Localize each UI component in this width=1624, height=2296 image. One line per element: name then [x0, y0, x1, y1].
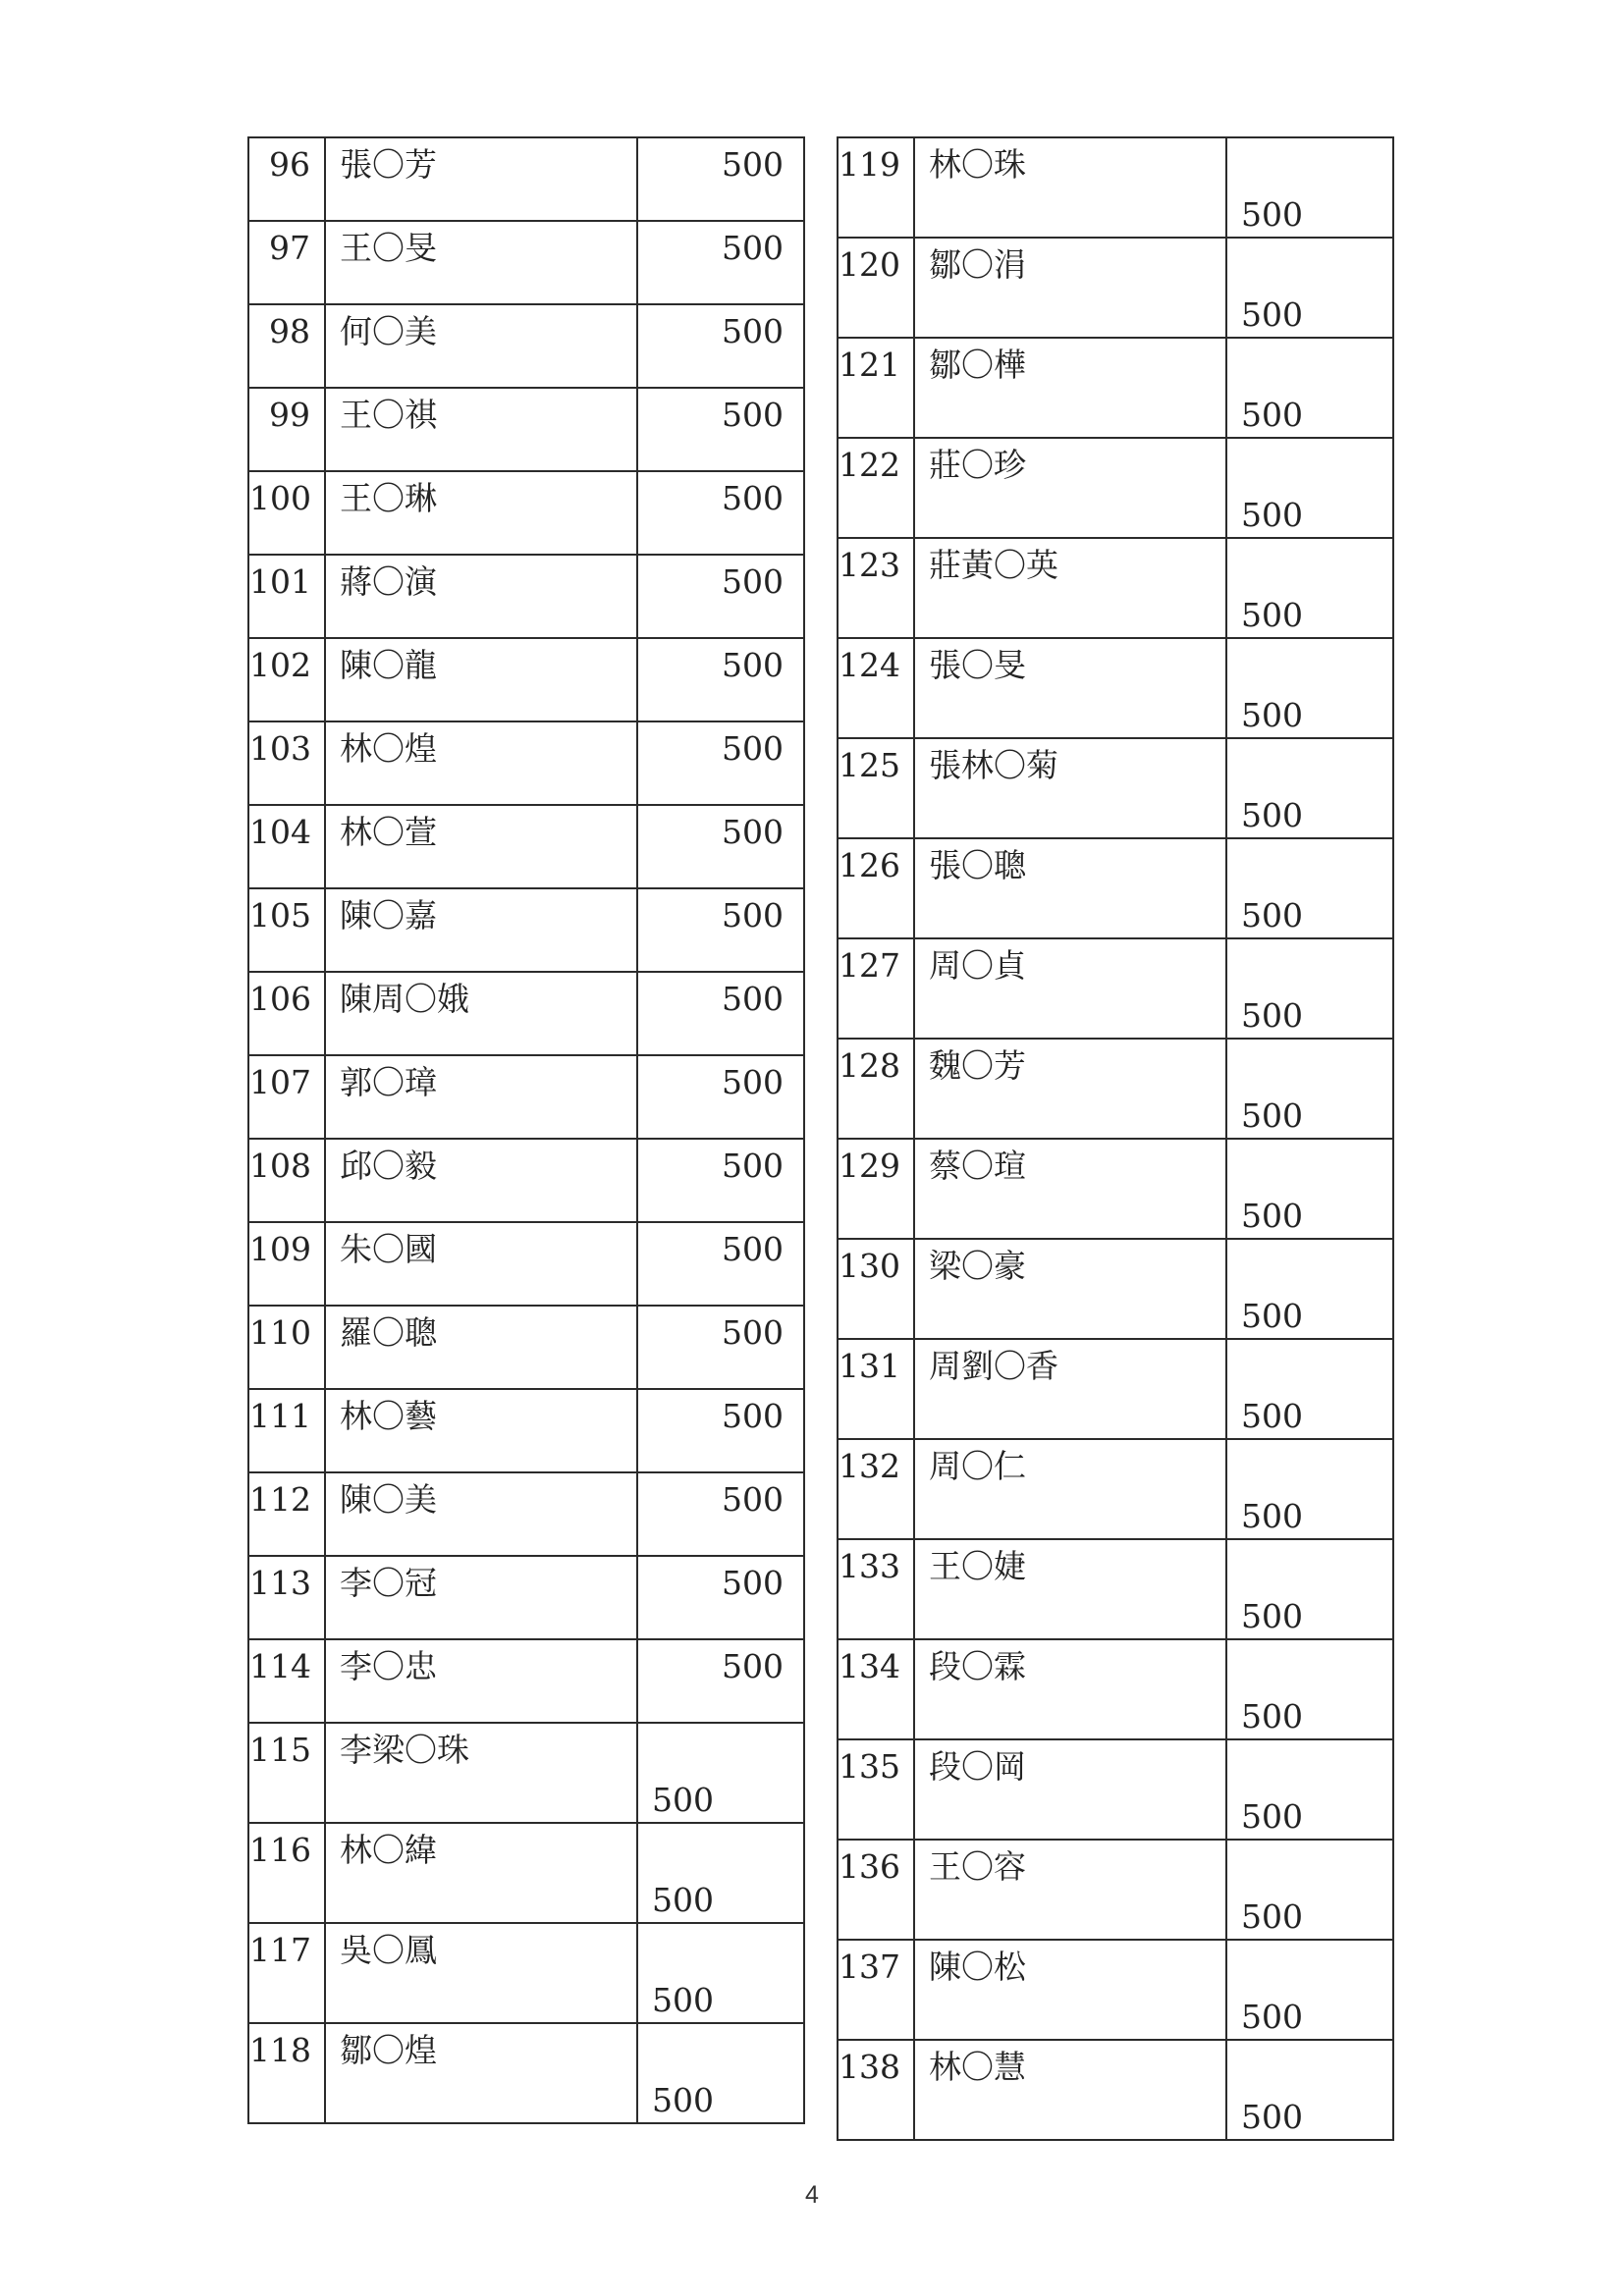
row-number: 124 [838, 638, 914, 738]
donation-amount: 500 [637, 471, 804, 555]
donation-amount: 500 [637, 221, 804, 304]
row-number: 100 [248, 471, 325, 555]
table-row [838, 538, 1393, 638]
row-number: 127 [838, 938, 914, 1039]
row-number: 112 [248, 1472, 325, 1556]
table-row [248, 1923, 804, 2023]
donation-amount: 500 [637, 1556, 804, 1639]
donation-amount: 500 [1226, 1039, 1393, 1139]
table-row [248, 137, 804, 221]
row-number: 111 [248, 1389, 325, 1472]
donation-amount: 500 [637, 304, 804, 388]
donor-name: 蔡〇瑄 [914, 1139, 1226, 1239]
table-row [838, 1739, 1393, 1840]
donation-amount: 500 [637, 721, 804, 805]
table-row [248, 805, 804, 888]
row-number: 97 [248, 221, 325, 304]
row-number: 132 [838, 1439, 914, 1539]
row-number: 104 [248, 805, 325, 888]
row-number: 120 [838, 238, 914, 338]
donor-name: 王〇祺 [325, 388, 637, 471]
row-number: 98 [248, 304, 325, 388]
row-number: 131 [838, 1339, 914, 1439]
donor-name: 陳〇美 [325, 1472, 637, 1556]
table-row [248, 221, 804, 304]
donor-name: 張〇芳 [325, 137, 637, 221]
row-number: 114 [248, 1639, 325, 1723]
donation-amount: 500 [1226, 137, 1393, 238]
donor-name: 王〇容 [914, 1840, 1226, 1940]
donor-name: 周劉〇香 [914, 1339, 1226, 1439]
table-row [248, 972, 804, 1055]
row-number: 115 [248, 1723, 325, 1823]
row-number: 119 [838, 137, 914, 238]
table-row [838, 1439, 1393, 1539]
donor-name: 吳〇鳳 [325, 1923, 637, 2023]
row-number: 122 [838, 438, 914, 538]
donation-amount: 500 [1226, 438, 1393, 538]
donor-name: 梁〇豪 [914, 1239, 1226, 1339]
donation-amount: 500 [1226, 938, 1393, 1039]
row-number: 130 [838, 1239, 914, 1339]
donor-name: 林〇煌 [325, 721, 637, 805]
donation-amount: 500 [637, 638, 804, 721]
table-row [838, 638, 1393, 738]
table-row [838, 738, 1393, 838]
row-number: 118 [248, 2023, 325, 2123]
donor-name: 張〇旻 [914, 638, 1226, 738]
donor-name: 段〇霖 [914, 1639, 1226, 1739]
donation-amount: 500 [1226, 1739, 1393, 1840]
table-row [838, 238, 1393, 338]
table-row [248, 388, 804, 471]
table-row [248, 1556, 804, 1639]
table-row [838, 1940, 1393, 2040]
table-row [248, 1139, 804, 1222]
table-row [838, 1239, 1393, 1339]
table-row [248, 1389, 804, 1472]
donor-name: 陳〇嘉 [325, 888, 637, 972]
donation-amount: 500 [1226, 638, 1393, 738]
donor-name: 林〇珠 [914, 137, 1226, 238]
donation-amount: 500 [1226, 1639, 1393, 1739]
row-number: 136 [838, 1840, 914, 1940]
donation-amount: 500 [1226, 2040, 1393, 2140]
donor-name: 李梁〇珠 [325, 1723, 637, 1823]
donor-name: 陳〇龍 [325, 638, 637, 721]
row-number: 108 [248, 1139, 325, 1222]
donor-name: 陳〇松 [914, 1940, 1226, 2040]
donation-amount: 500 [1226, 1439, 1393, 1539]
donation-amount: 500 [637, 1055, 804, 1139]
page-number: 4 [805, 2181, 819, 2209]
donation-amount: 500 [637, 1639, 804, 1723]
donor-name: 林〇藝 [325, 1389, 637, 1472]
donation-amount: 500 [637, 1472, 804, 1556]
donor-name: 王〇琳 [325, 471, 637, 555]
donation-amount: 500 [637, 1389, 804, 1472]
table-row [248, 888, 804, 972]
row-number: 137 [838, 1940, 914, 2040]
donor-name: 林〇慧 [914, 2040, 1226, 2140]
row-number: 99 [248, 388, 325, 471]
table-row [248, 2023, 804, 2123]
table-row [838, 1539, 1393, 1639]
row-number: 96 [248, 137, 325, 221]
donor-name: 王〇旻 [325, 221, 637, 304]
donation-amount: 500 [637, 137, 804, 221]
table-row [838, 1840, 1393, 1940]
donation-amount: 500 [1226, 838, 1393, 938]
donor-name: 莊黃〇英 [914, 538, 1226, 638]
table-row [248, 304, 804, 388]
row-number: 101 [248, 555, 325, 638]
table-row [248, 1055, 804, 1139]
donor-name: 林〇緯 [325, 1823, 637, 1923]
row-number: 138 [838, 2040, 914, 2140]
donation-amount: 500 [1226, 1239, 1393, 1339]
table-row [838, 838, 1393, 938]
donation-amount: 500 [637, 388, 804, 471]
table-row [838, 338, 1393, 438]
donor-name: 朱〇國 [325, 1222, 637, 1306]
donation-amount: 500 [1226, 1840, 1393, 1940]
donor-name: 莊〇珍 [914, 438, 1226, 538]
row-number: 117 [248, 1923, 325, 2023]
donation-amount: 500 [637, 2023, 804, 2123]
donation-amount: 500 [637, 805, 804, 888]
donation-amount: 500 [637, 888, 804, 972]
donor-name: 陳周〇娥 [325, 972, 637, 1055]
row-number: 125 [838, 738, 914, 838]
row-number: 113 [248, 1556, 325, 1639]
donor-name: 周〇仁 [914, 1439, 1226, 1539]
donation-amount: 500 [637, 1723, 804, 1823]
donor-name: 鄒〇煌 [325, 2023, 637, 2123]
donor-name: 王〇婕 [914, 1539, 1226, 1639]
table-row [838, 438, 1393, 538]
table-row [248, 1222, 804, 1306]
donor-name: 蔣〇演 [325, 555, 637, 638]
row-number: 103 [248, 721, 325, 805]
table-row [248, 638, 804, 721]
row-number: 116 [248, 1823, 325, 1923]
table-row [248, 555, 804, 638]
donation-amount: 500 [637, 1139, 804, 1222]
row-number: 106 [248, 972, 325, 1055]
donation-amount: 500 [637, 555, 804, 638]
row-number: 110 [248, 1306, 325, 1389]
row-number: 102 [248, 638, 325, 721]
row-number: 121 [838, 338, 914, 438]
table-row [248, 721, 804, 805]
donation-amount: 500 [1226, 1539, 1393, 1639]
table-row [248, 1306, 804, 1389]
donation-amount: 500 [1226, 238, 1393, 338]
table-row [248, 1723, 804, 1823]
donor-name: 何〇美 [325, 304, 637, 388]
row-number: 135 [838, 1739, 914, 1840]
donor-name: 李〇冠 [325, 1556, 637, 1639]
table-row [248, 1823, 804, 1923]
row-number: 134 [838, 1639, 914, 1739]
donor-name: 周〇貞 [914, 938, 1226, 1039]
donor-name: 李〇忠 [325, 1639, 637, 1723]
table-row [838, 2040, 1393, 2140]
donation-amount: 500 [1226, 1940, 1393, 2040]
donor-name: 段〇岡 [914, 1739, 1226, 1840]
donation-amount: 500 [1226, 738, 1393, 838]
donor-name: 林〇萱 [325, 805, 637, 888]
donation-amount: 500 [1226, 338, 1393, 438]
donor-name: 鄒〇涓 [914, 238, 1226, 338]
row-number: 133 [838, 1539, 914, 1639]
row-number: 105 [248, 888, 325, 972]
donor-name: 魏〇芳 [914, 1039, 1226, 1139]
table-row [838, 1339, 1393, 1439]
donation-amount: 500 [1226, 538, 1393, 638]
table-row [838, 1139, 1393, 1239]
donation-amount: 500 [637, 972, 804, 1055]
table-row [838, 938, 1393, 1039]
row-number: 126 [838, 838, 914, 938]
donor-name: 邱〇毅 [325, 1139, 637, 1222]
donor-name: 張〇聰 [914, 838, 1226, 938]
donor-name: 鄒〇樺 [914, 338, 1226, 438]
donor-table-left [247, 136, 805, 2124]
donation-amount: 500 [637, 1306, 804, 1389]
row-number: 123 [838, 538, 914, 638]
donor-name: 張林〇菊 [914, 738, 1226, 838]
donation-amount: 500 [637, 1222, 804, 1306]
table-row [248, 1472, 804, 1556]
donor-name: 羅〇聰 [325, 1306, 637, 1389]
donation-amount: 500 [637, 1923, 804, 2023]
table-row [838, 137, 1393, 238]
row-number: 107 [248, 1055, 325, 1139]
row-number: 109 [248, 1222, 325, 1306]
donor-table-right [837, 136, 1394, 2141]
row-number: 129 [838, 1139, 914, 1239]
row-number: 128 [838, 1039, 914, 1139]
table-row [248, 1639, 804, 1723]
donation-amount: 500 [637, 1823, 804, 1923]
donation-amount: 500 [1226, 1139, 1393, 1239]
donor-name: 郭〇璋 [325, 1055, 637, 1139]
table-row [838, 1039, 1393, 1139]
table-row [838, 1639, 1393, 1739]
donation-amount: 500 [1226, 1339, 1393, 1439]
table-row [248, 471, 804, 555]
